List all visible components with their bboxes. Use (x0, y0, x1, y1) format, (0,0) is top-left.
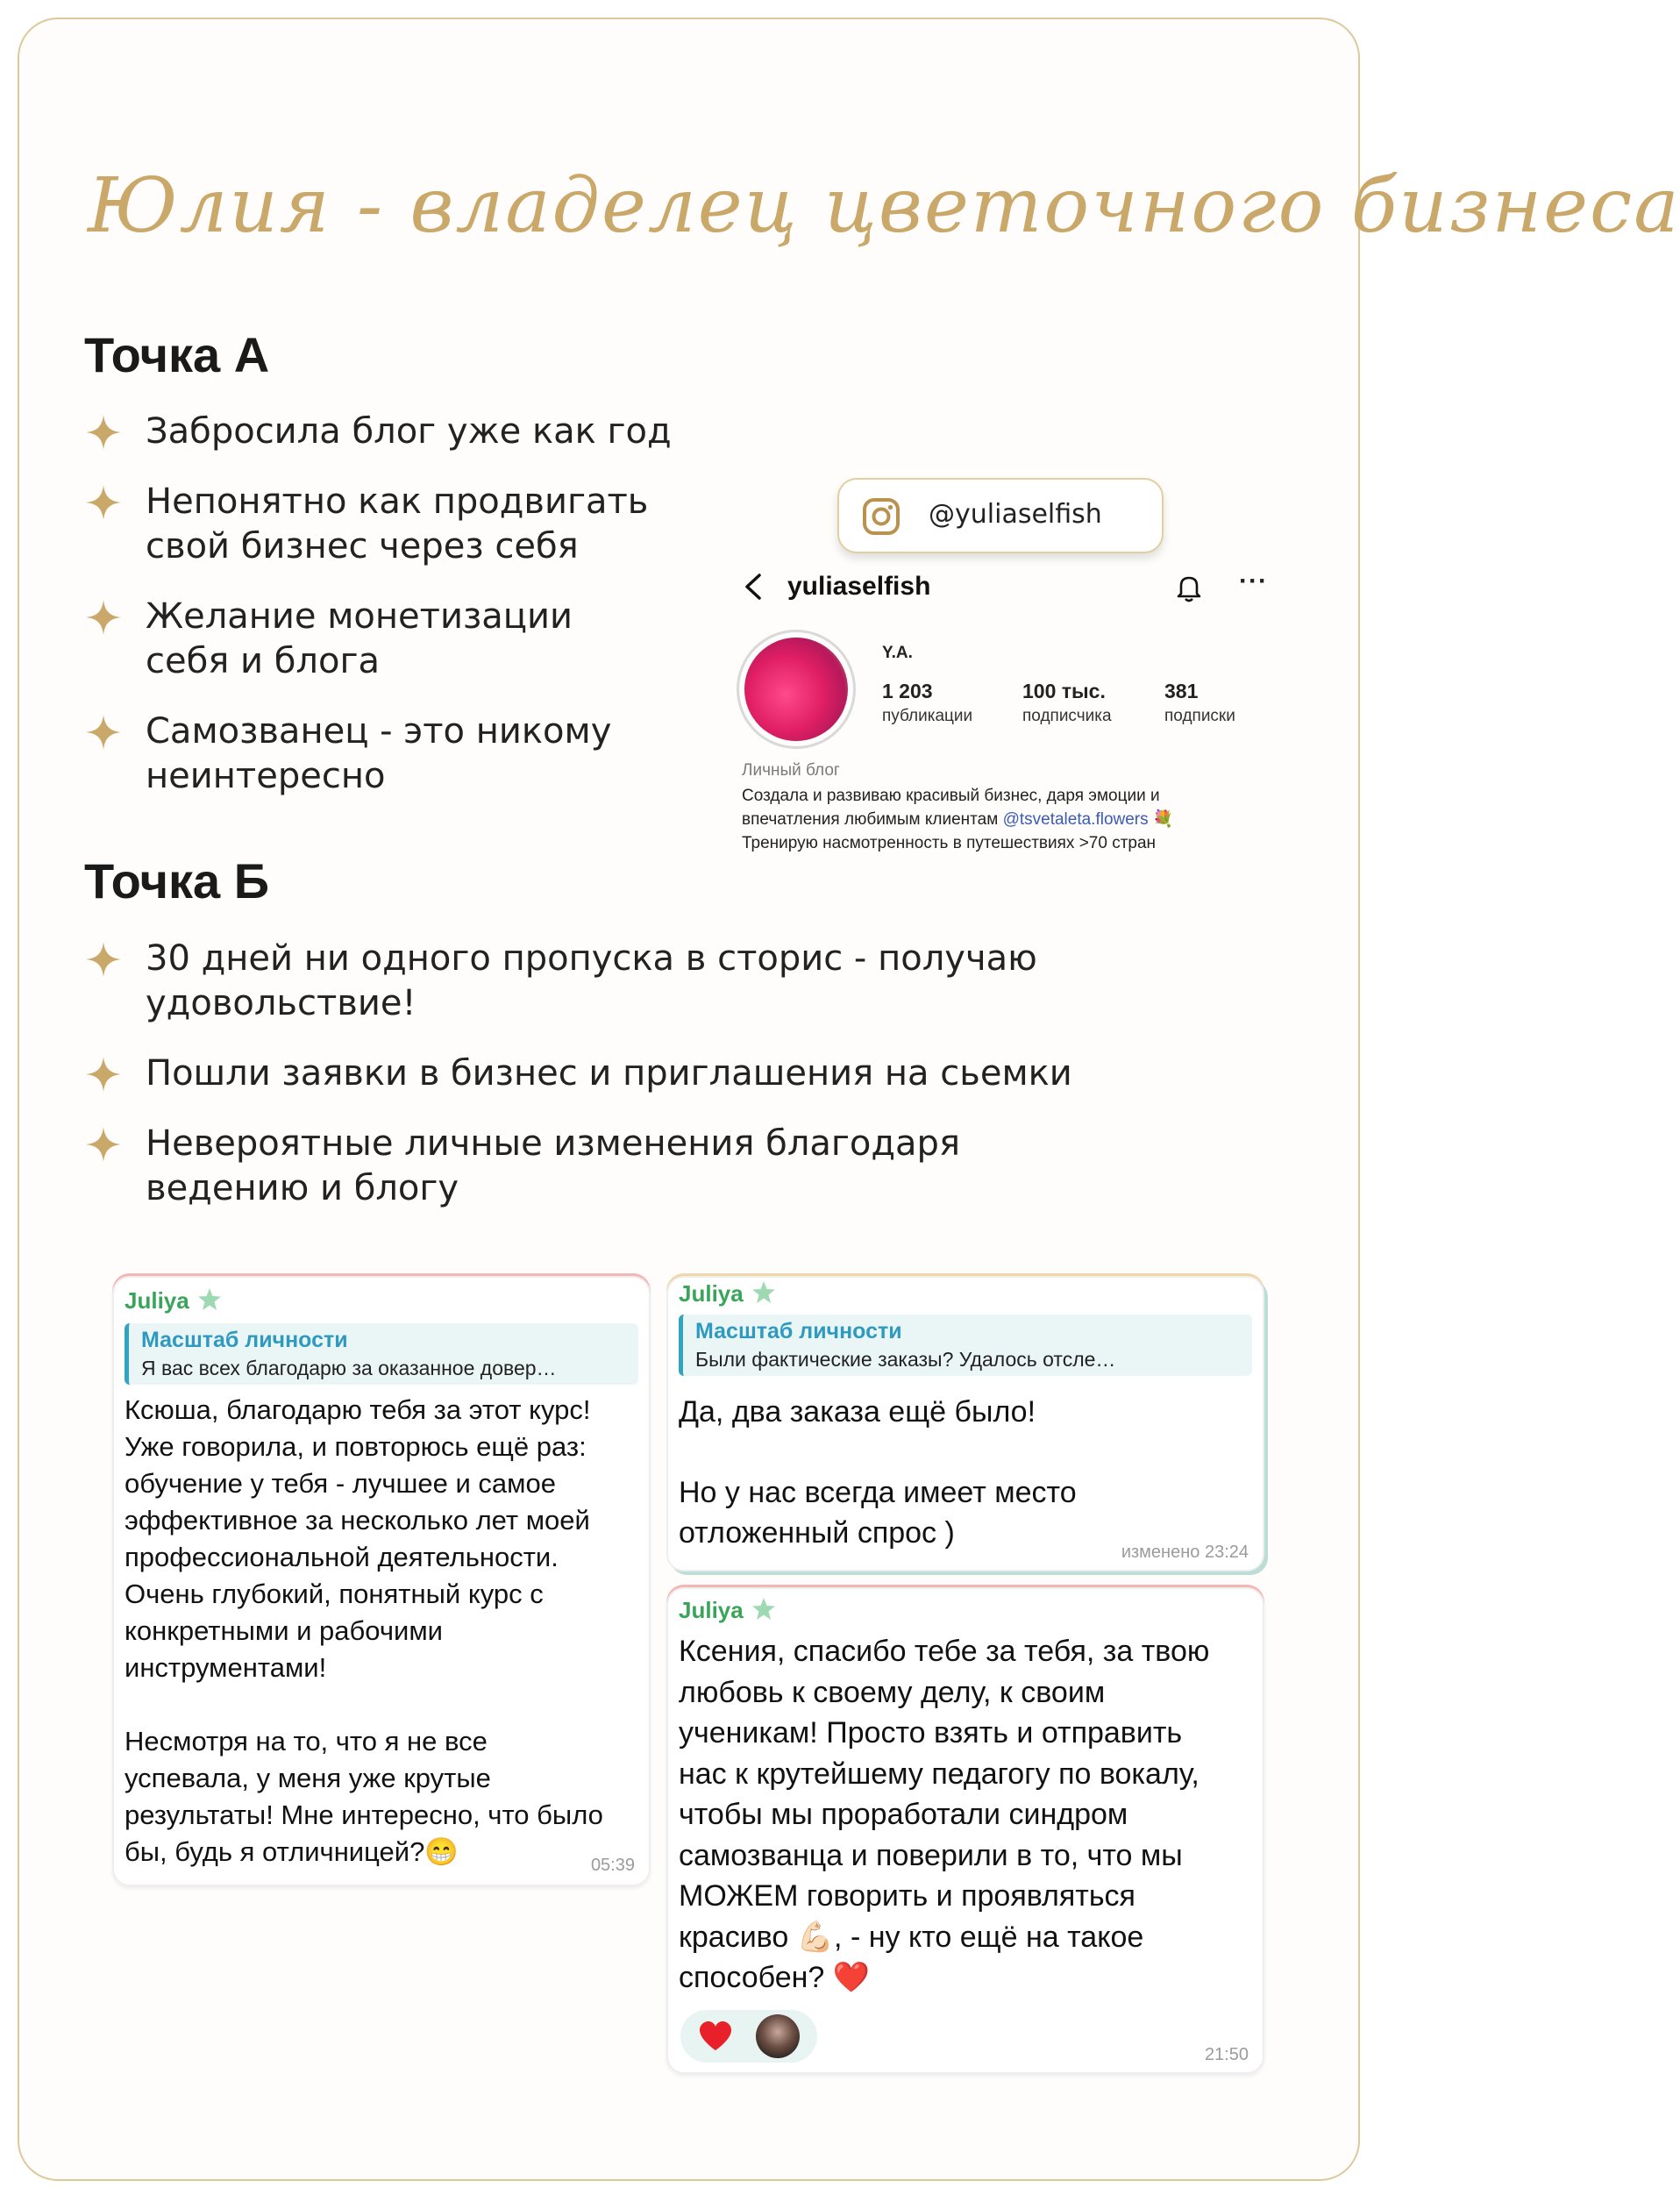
message-sender: Juliya (679, 1596, 777, 1624)
list-item: Самозванец - это никому неинтересно (84, 709, 751, 799)
message-sender: Juliya (125, 1286, 223, 1315)
page-title: Юлия - владелец цветочного бизнеса (88, 162, 1680, 250)
instagram-handle-badge (837, 478, 1164, 553)
sparkle-icon (84, 713, 123, 752)
reply-quote[interactable]: Масштаб личности Я вас всех благодарю за оказанное довер… (125, 1323, 638, 1385)
message-time: 05:39 (590, 1856, 635, 1875)
profile-bio: Создала и развиваю красивый бизнес, даря эмоции и впечатления любимым клиентам @tsvetaleta.flowers 💐 Тренирую насмотренность в путешествиях >70 стран (742, 787, 1174, 852)
star-icon (751, 1279, 777, 1306)
instagram-icon (862, 497, 901, 536)
chat-message (112, 1276, 651, 1886)
list-item: Забросила блог уже как год (84, 410, 751, 454)
star-icon (196, 1286, 223, 1313)
message-text: Да, два заказа ещё было! Но у нас всегда имеет место отложенный спрос ) (679, 1395, 1077, 1550)
instagram-profile (726, 561, 1270, 859)
bio-link[interactable]: @tsvetaleta.flowers (1002, 810, 1149, 829)
point-b-heading: Точка Б (84, 853, 269, 909)
list-item: Невероятные личные изменения благодаря ведению и блогу (84, 1122, 1224, 1211)
list-item: Непонятно как продвигать свой бизнес через себя (84, 480, 751, 569)
profile-avatar (737, 630, 856, 749)
sparkle-icon (84, 940, 123, 979)
stat-followers: 100 тыс. подписчика (1022, 680, 1112, 725)
message-time: 21:50 (1204, 2045, 1249, 2064)
message-text: Ксения, спасибо тебе за тебя, за твою любовь к своему делу, к своим ученикам! Просто взять и отправить нас к крутейшему педагогу по вокалу, чтобы мы проработали синдром самозванца и поверили в то, что мы МОЖЕМ говорить и проявляться красиво 💪🏻, - ну кто ещё на такое способен? ❤️ (679, 1635, 1210, 1994)
list-item: Пошли заявки в бизнес и приглашения на сьемки (84, 1051, 1224, 1096)
bell-icon[interactable] (1173, 572, 1205, 603)
back-arrow-icon[interactable] (742, 572, 765, 602)
profile-category: Личный блог (742, 761, 840, 780)
point-b-list (84, 937, 1224, 1236)
list-item: Желание монетизации себя и блога (84, 595, 751, 684)
sparkle-icon (84, 1055, 123, 1094)
sparkle-icon (84, 598, 123, 637)
list-item: 30 дней ни одного пропуска в сторис - получаю удовольствие! (84, 937, 1224, 1026)
message-time: изменено 23:24 (1121, 1543, 1249, 1562)
point-a-heading: Точка А (84, 327, 270, 382)
reply-quote[interactable]: Масштаб личности Были фактические заказы? Удалось отсле… (679, 1315, 1252, 1376)
reaction-avatar (756, 2014, 800, 2058)
chat-message (666, 1587, 1264, 2074)
reactions-bar[interactable] (680, 2010, 817, 2063)
message-text: Ксюша, благодарю тебя за этот курс! Уже говорила, и повторюсь ещё раз: обучение у тебя - лучшее и самое эффективное за несколько лет моей профессиональной деятельности. Очень глубокий, понятный курс с конкретными и рабочими инструментами! Несмотря на то, что я не все успевала, у меня уже крутые результаты! Мне интересно, что было бы, будь я отличницей?😁 (125, 1394, 603, 1867)
message-sender: Juliya (679, 1279, 777, 1308)
sparkle-icon (84, 1125, 123, 1164)
more-options-icon[interactable]: ··· (1239, 567, 1268, 595)
point-a-list (84, 410, 751, 824)
heart-icon (698, 2020, 733, 2052)
instagram-handle: @yuliaselfish (929, 499, 1102, 530)
chat-message (666, 1276, 1264, 1571)
stat-following: 381 подписки (1164, 680, 1235, 725)
sparkle-icon (84, 413, 123, 452)
stat-posts: 1 203 публикации (882, 680, 973, 725)
star-icon (751, 1596, 777, 1622)
profile-name: Y.A. (882, 644, 913, 662)
profile-username: yuliaselfish (787, 572, 931, 601)
sparkle-icon (84, 483, 123, 522)
